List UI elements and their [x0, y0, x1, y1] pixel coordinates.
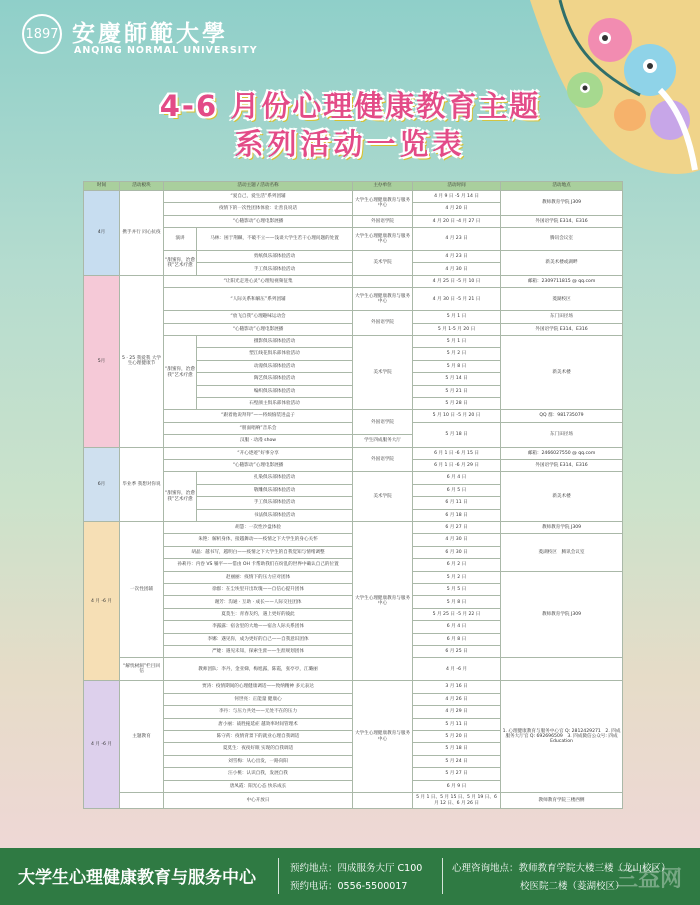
table-row: 中心开放日 5 月 1 日、5 月 15 日、5 月 19 日、6 月 12 日、6 月 26 日 教师教育学院三楼西侧: [84, 793, 623, 809]
table-row: 唐小丽：战胜拖延症 越效率时间管理术 5 月 11 日: [84, 718, 623, 730]
table-row: “心随影动”心理电影展播 5 月 1-5 月 20 日 外国语学院 E314、E316: [84, 323, 623, 335]
table-row: 李丹：与压力共处——无处不在的压力 4 月 29 日: [84, 706, 623, 718]
time-cell: 5月: [84, 275, 120, 447]
block-cell: 主题教育: [120, 681, 164, 793]
block-cell: 携手并行 同心抗疫: [120, 191, 164, 276]
table-row: 动漫俱乐部体验活动 5 月 8 日: [84, 360, 623, 372]
activity-schedule-table: [83, 181, 622, 809]
table-row: “甜蜜你，治愈我”艺术疗愈 扎染俱乐部体验活动 美术学院 6 月 4 日 新美术楼: [84, 472, 623, 484]
university-name-en: ANQING NORMAL UNIVERSITY: [74, 45, 258, 56]
table-row: 李娜：遇见你，成为更好的自己——自我意识团体 6 月 8 日: [84, 633, 623, 645]
time-cell: 4月: [84, 191, 120, 276]
table-row: “放飞自我”心理趣味运动会 外国语学院 5 月 1 日 东门田径场: [84, 311, 623, 323]
table-row: 陈守药：疫情背景下的就业心理自我调适 5 月 20 日: [84, 730, 623, 742]
table-row: 演讲 马林：困于荆棘，不破不立——浅谈大学生若干心理问题的处置 大学生心理健康教育与服务中心 4 月 23 日 腾讯会议室: [84, 228, 623, 251]
table-row: “朋面唱响”音乐会 5 月 18 日 东门田径场: [84, 422, 623, 434]
footer-divider: [278, 858, 279, 894]
table-row: 夏莫生：青春友约，遇上更好的彼此 5 月 25 日 -5 月 22 日: [84, 608, 623, 620]
header-topic: 活动主题 / 活动名称: [164, 182, 353, 191]
table-row: 塑江线花俱乐部体验活动 5 月 2 日: [84, 348, 623, 360]
table-row: “心随影动”心理电影展播 外国语学院 4 月 20 日 -4 月 27 日 外国语学院 E314、E316: [84, 215, 623, 227]
table-row: 严婕：遇见未知，探索生涯——生涯规划团体 6 月 25 日: [84, 646, 623, 658]
header-date: 活动时间: [413, 182, 501, 191]
block-cell: 5 · 25 我爱我 大学生心理健康节: [120, 275, 164, 447]
table-row: “甜蜜你，治愈我”艺术疗愈 摄影俱乐部体验活动 美术学院 5 月 1 日 新美术楼: [84, 335, 623, 347]
header-place: 活动地点: [501, 182, 623, 191]
table-row: 书法俱乐部体验活动 6 月 18 日: [84, 509, 623, 521]
header-time: 时间: [84, 182, 120, 191]
table-row: 唐凤霞：阳光心态 快乐成长 6 月 9 日: [84, 780, 623, 792]
table-row: 石壁颜主俱乐部体验活动 5 月 28 日: [84, 397, 623, 409]
table-row: 何世亮：正能量 健康心 4 月 26 日: [84, 693, 623, 705]
table-row: 孙莉丹：内卷 VS 躺平——借由 OH 卡帮助我们在纷乱的世界中确认自己的位置 6 月 2 日: [84, 559, 623, 571]
footer-consult-location-1: 心理咨询地点：教师教育学院大楼三楼（龙山校区）: [452, 863, 671, 874]
block-cell: 毕业季 我想对你说: [120, 447, 164, 521]
table-row: 李露露：宿舍里的大地——宿舍人际关系团体 6 月 4 日: [84, 621, 623, 633]
table-row: “心随影动”心理电影展播 6 月 1 日 -6 月 29 日 外国语学院 E314、E316: [84, 459, 623, 471]
university-name-cn: 安慶師範大學: [72, 20, 228, 47]
table-row: “人际关系和解压”系列团辅 大学生心理健康教育与服务中心 4 月 30 日 -5 月 21 日 菱湖校区: [84, 288, 623, 311]
table-row: 6月 毕业季 我想对你说 “开心逐迹”好事分享 外国语学院 6 月 1 日 -6 月 15 日 邮箱：2466027550 @ qq.com: [84, 447, 623, 459]
table-row: 陶艺俱乐部体验活动 5 月 14 日: [84, 373, 623, 385]
table-row: “跟着他说拜拜”——将烦恼装进盒子 外国语学院 5 月 10 日 -5 月 20 日 QQ 群：981735079: [84, 410, 623, 422]
header-block: 活动板块: [120, 182, 164, 191]
table-row: 夏莫生：夜夜好眠 实现的自我调适 5 月 18 日: [84, 743, 623, 755]
table-row: 4 月 -6 月 一次性团辅 胡慧：一次性沙盘体验 大学生心理健康教育与服务中心 6 月 27 日 教师教育学院 J309: [84, 522, 623, 534]
table-row: 赵丽丽：疫情下的压力应对团体 5 月 2 日 教师教育学院 J309: [84, 571, 623, 583]
header-host: 主办单位: [353, 182, 413, 191]
table-row: 疫情下的一次性团体体验：让善良说话 4 月 20 日: [84, 203, 623, 215]
university-seal-icon: 1897: [22, 14, 62, 54]
page-title-line2: 系列活动一览表: [234, 127, 466, 161]
footer-consult-location-2: 校医院二楼（菱湖校区）: [520, 881, 625, 892]
table-row: “解忧树洞”栏目回信 教师团队：李丹，金亚娣，梅旭露，陈霞，张亭亭，江璐丽 4 月 -6 月: [84, 658, 623, 681]
footer-booking-phone: 预约电话：0556-5500017: [290, 881, 408, 892]
table-row: 刘雪梅：从心出发，一路向阳 5 月 24 日: [84, 755, 623, 767]
table-row: 敬雕俱乐部体验活动 6 月 5 日: [84, 484, 623, 496]
time-cell: 4 月 -6 月: [84, 681, 120, 809]
watermark: 三益网: [615, 867, 682, 892]
table-row: 4月 携手并行 同心抗疫 “爱自己，爱生活”系列团辅 大学生心理健康教育与服务中心 4 月 9 日 -5 月 14 日 教师教育学院 J309: [84, 191, 623, 203]
table-row: 手工俱乐部体验活动 6 月 11 日: [84, 497, 623, 509]
table-row: 谢芳：沟通 · 互助 · 成长——人际交往团体 5 月 8 日: [84, 596, 623, 608]
footer-bar: [0, 848, 700, 905]
table-row: 4 月 -6 月 主题教育 贾涛：疫情期间的心理健康调适——致纳精神 多元表达 大学生心理健康教育与服务中心 3 月 16 日 1. 心理健康教育与服务中心官 Q: 2812429271 2. 四成服务大厅官 Q: 692696509 3. 四成微信公众号: 四成 Education: [84, 681, 623, 693]
table-row: 胡晶：越书写，越明白——疫情之下大学生的自我觉知与情绪调整 6 月 30 日: [84, 546, 623, 558]
table-row: 5月 5 · 25 我爱我 大学生心理健康节 “让阳光走进心灵”心理短视频征集 4 月 25 日 -5 月 10 日 邮箱：2309711815 @ qq.com: [84, 275, 623, 287]
table-row: 编织俱乐部体验活动 5 月 21 日: [84, 385, 623, 397]
block-cell: 一次性团辅: [120, 522, 164, 658]
footer-booking-address: 预约地点：四成服务大厅 C100: [290, 863, 423, 874]
table-row: “甜蜜你，治愈我”艺术疗愈 剪纸俱乐部体验活动 美术学院 4 月 23 日 新美术楼或湖畔: [84, 251, 623, 263]
table-row: 汪小桃：认识自我，发展自我 5 月 27 日: [84, 768, 623, 780]
time-cell: 4 月 -6 月: [84, 522, 120, 681]
table-header-row: [84, 182, 623, 191]
table-row: 朱艳：解析身体，接越舞动——疫情之下大学生的身心关怀 4 月 30 日 菱湖校区 腾讯会议室: [84, 534, 623, 546]
footer-center-name: 大学生心理健康教育与服务中心: [18, 868, 256, 888]
page-title-line1: 4-6 月份心理健康教育主题: [159, 89, 541, 123]
time-cell: 6月: [84, 447, 120, 521]
footer-divider: [442, 858, 443, 894]
table-row: 徐群：在尘埃里开出玫瑰——自信心提升团体 5 月 5 日: [84, 584, 623, 596]
table-row: 手工俱乐部体验活动 4 月 30 日: [84, 263, 623, 275]
table-row: 汉服 · 动漫 show 学生四成服务大厅: [84, 435, 623, 447]
